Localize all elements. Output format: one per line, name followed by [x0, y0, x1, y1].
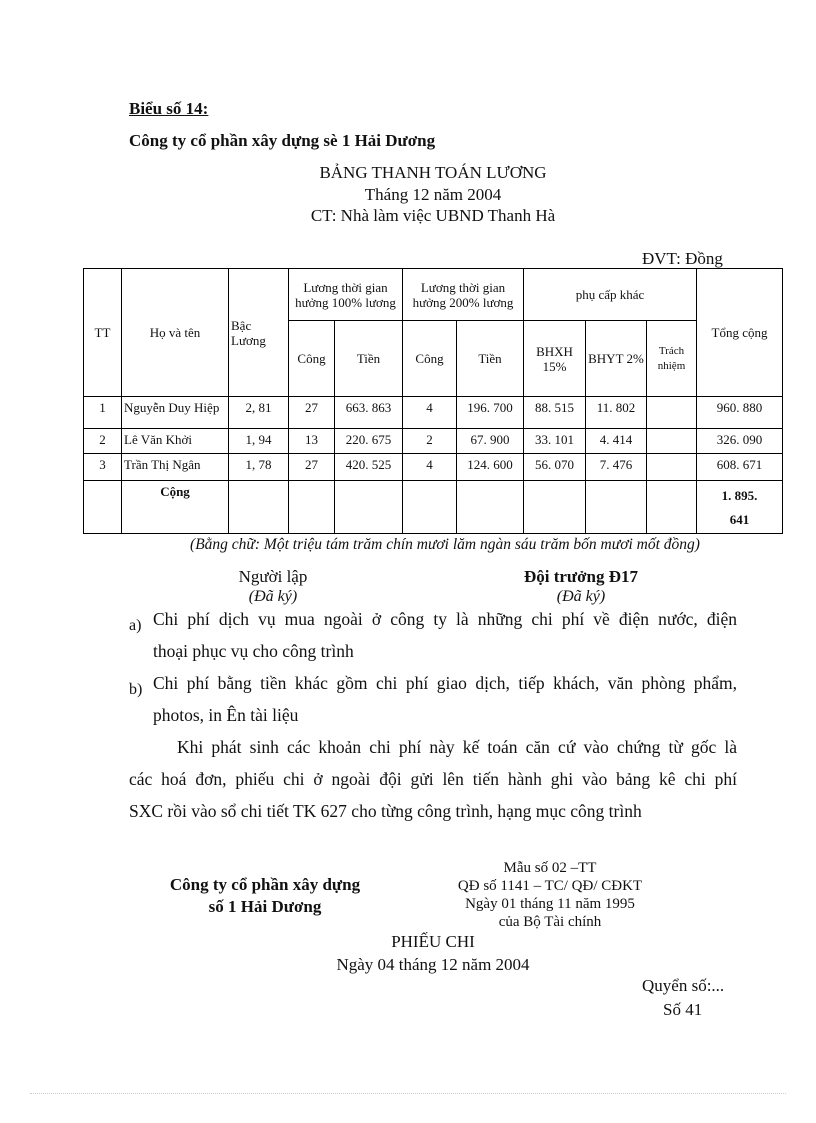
row-tien-1: 420. 525	[335, 454, 403, 481]
voucher-decision-date: Ngày 01 tháng 11 năm 1995	[465, 896, 635, 912]
row-total: 326. 090	[697, 429, 783, 454]
project-name: CT: Nhà làm việc UBND Thanh Hà	[310, 206, 556, 225]
sum-total-part-1: 1. 895.	[721, 488, 758, 503]
row-resp	[647, 429, 697, 454]
row-tien-2: 196. 700	[457, 397, 524, 429]
row-tt: 3	[84, 454, 122, 481]
row-name: Nguyễn Duy Hiệp	[122, 397, 229, 429]
row-grade: 2, 81	[229, 397, 289, 429]
row-bhyt: 11. 802	[586, 397, 647, 429]
row-grade: 1, 78	[229, 454, 289, 481]
row-name: Lê Văn Khởi	[122, 429, 229, 454]
voucher-decision: QĐ số 1141 – TC/ QĐ/ CĐKT	[457, 878, 643, 894]
paragraph-line-2: các hoá đơn, phiếu chi ở ngoài đội gửi lên tiến hành ghi vào bảng kê chi phí	[129, 769, 737, 789]
header-cong-1: Công	[289, 321, 335, 397]
header-bhyt: BHYT 2%	[586, 321, 647, 397]
header-bhxh: BHXH 15%	[524, 321, 586, 397]
item-b-line-1: Chi phí bằng tiền khác gồm chi phí giao dịch, tiếp khách, văn phòng phẩm,	[153, 673, 737, 693]
header-tt: TT	[84, 269, 122, 397]
voucher-title: PHIẾU CHI	[391, 932, 475, 951]
sum-label: Cộng	[122, 481, 229, 534]
item-marker-b: b)	[129, 681, 143, 698]
form-number: Biểu số 14:	[129, 99, 209, 118]
voucher-form-number: Mẫu số 02 –TT	[503, 860, 597, 876]
row-tt: 1	[84, 397, 122, 429]
row-cong-1: 27	[289, 397, 335, 429]
item-a-line-2: thoại phục vụ cho công trình	[153, 641, 354, 661]
document-month: Tháng 12 năm 2004	[364, 185, 502, 204]
paragraph-line-1: Khi phát sinh các khoản chi phí này kế toán căn cứ vào chứng từ gốc là	[177, 737, 737, 757]
team-leader-title: Đội trưởng Đ17	[523, 567, 639, 586]
sum-total-part-2: 641	[729, 512, 750, 527]
row-bhyt: 7. 476	[586, 454, 647, 481]
row-total: 608. 671	[697, 454, 783, 481]
voucher-book-number: Quyển số:...	[642, 976, 725, 995]
row-cong-2: 4	[403, 454, 457, 481]
row-cong-2: 4	[403, 397, 457, 429]
header-tien-1: Tiền	[335, 321, 403, 397]
row-cong-1: 27	[289, 454, 335, 481]
row-bhxh: 88. 515	[524, 397, 586, 429]
item-a-line-1: Chi phí dịch vụ mua ngoài ở công ty là những chi phí về điện nước, điện	[153, 609, 737, 629]
row-cong-2: 2	[403, 429, 457, 454]
row-bhxh: 33. 101	[524, 429, 586, 454]
table-row	[84, 397, 783, 429]
row-tt: 2	[84, 429, 122, 454]
page-divider	[30, 1093, 786, 1094]
currency-unit: ĐVT: Đồng	[642, 249, 723, 268]
header-time-100: Lương thời gian hưởng 100% lương	[289, 269, 403, 321]
header-time-200: Lương thời gian hưởng 200% lương	[403, 269, 524, 321]
voucher-company-line-1: Công ty cổ phần xây dựng	[169, 875, 361, 894]
sum-row	[84, 481, 783, 534]
preparer-signed: (Đã ký)	[248, 588, 298, 605]
header-responsibility: Trách nhiệm	[647, 321, 697, 397]
sum-total	[697, 481, 783, 534]
team-leader-signed: (Đã ký)	[556, 588, 606, 605]
row-grade: 1, 94	[229, 429, 289, 454]
row-resp	[647, 454, 697, 481]
header-name: Họ và tên	[122, 269, 229, 397]
header-other-allowance: phụ cấp khác	[524, 269, 697, 321]
document-title: BẢNG THANH TOÁN LƯƠNG	[319, 163, 547, 182]
header-tien-2: Tiền	[457, 321, 524, 397]
row-bhxh: 56. 070	[524, 454, 586, 481]
paragraph-line-3: SXC rồi vào sổ chi tiết TK 627 cho từng công trình, hạng mục công trình	[129, 801, 642, 821]
company-name: Công ty cổ phần xây dựng sè 1 Hải Dương	[129, 131, 436, 150]
row-bhyt: 4. 414	[586, 429, 647, 454]
row-name: Trần Thị Ngân	[122, 454, 229, 481]
row-tien-2: 67. 900	[457, 429, 524, 454]
amount-in-words: (Bằng chữ: Một triệu tám trăm chín mươi lăm ngàn sáu trăm bốn mươi mốt đồng)	[190, 536, 700, 553]
voucher-number: Số 41	[663, 1000, 703, 1019]
voucher-ministry: của Bộ Tài chính	[498, 914, 602, 930]
header-cong-2: Công	[403, 321, 457, 397]
payroll-table	[83, 268, 783, 534]
item-marker-a: a)	[129, 617, 142, 634]
header-total: Tổng cộng	[697, 269, 783, 397]
table-row	[84, 454, 783, 481]
header-grade: Bậc Lương	[229, 269, 289, 397]
row-tien-1: 220. 675	[335, 429, 403, 454]
row-resp	[647, 397, 697, 429]
row-tien-2: 124. 600	[457, 454, 524, 481]
table-row	[84, 429, 783, 454]
item-b-line-2: photos, in Ên tài liệu	[153, 705, 299, 725]
preparer-title: Người lập	[238, 567, 308, 586]
voucher-date: Ngày 04 tháng 12 năm 2004	[336, 955, 530, 974]
voucher-company-line-2: số 1 Hải Dương	[208, 897, 322, 916]
row-cong-1: 13	[289, 429, 335, 454]
row-tien-1: 663. 863	[335, 397, 403, 429]
row-total: 960. 880	[697, 397, 783, 429]
